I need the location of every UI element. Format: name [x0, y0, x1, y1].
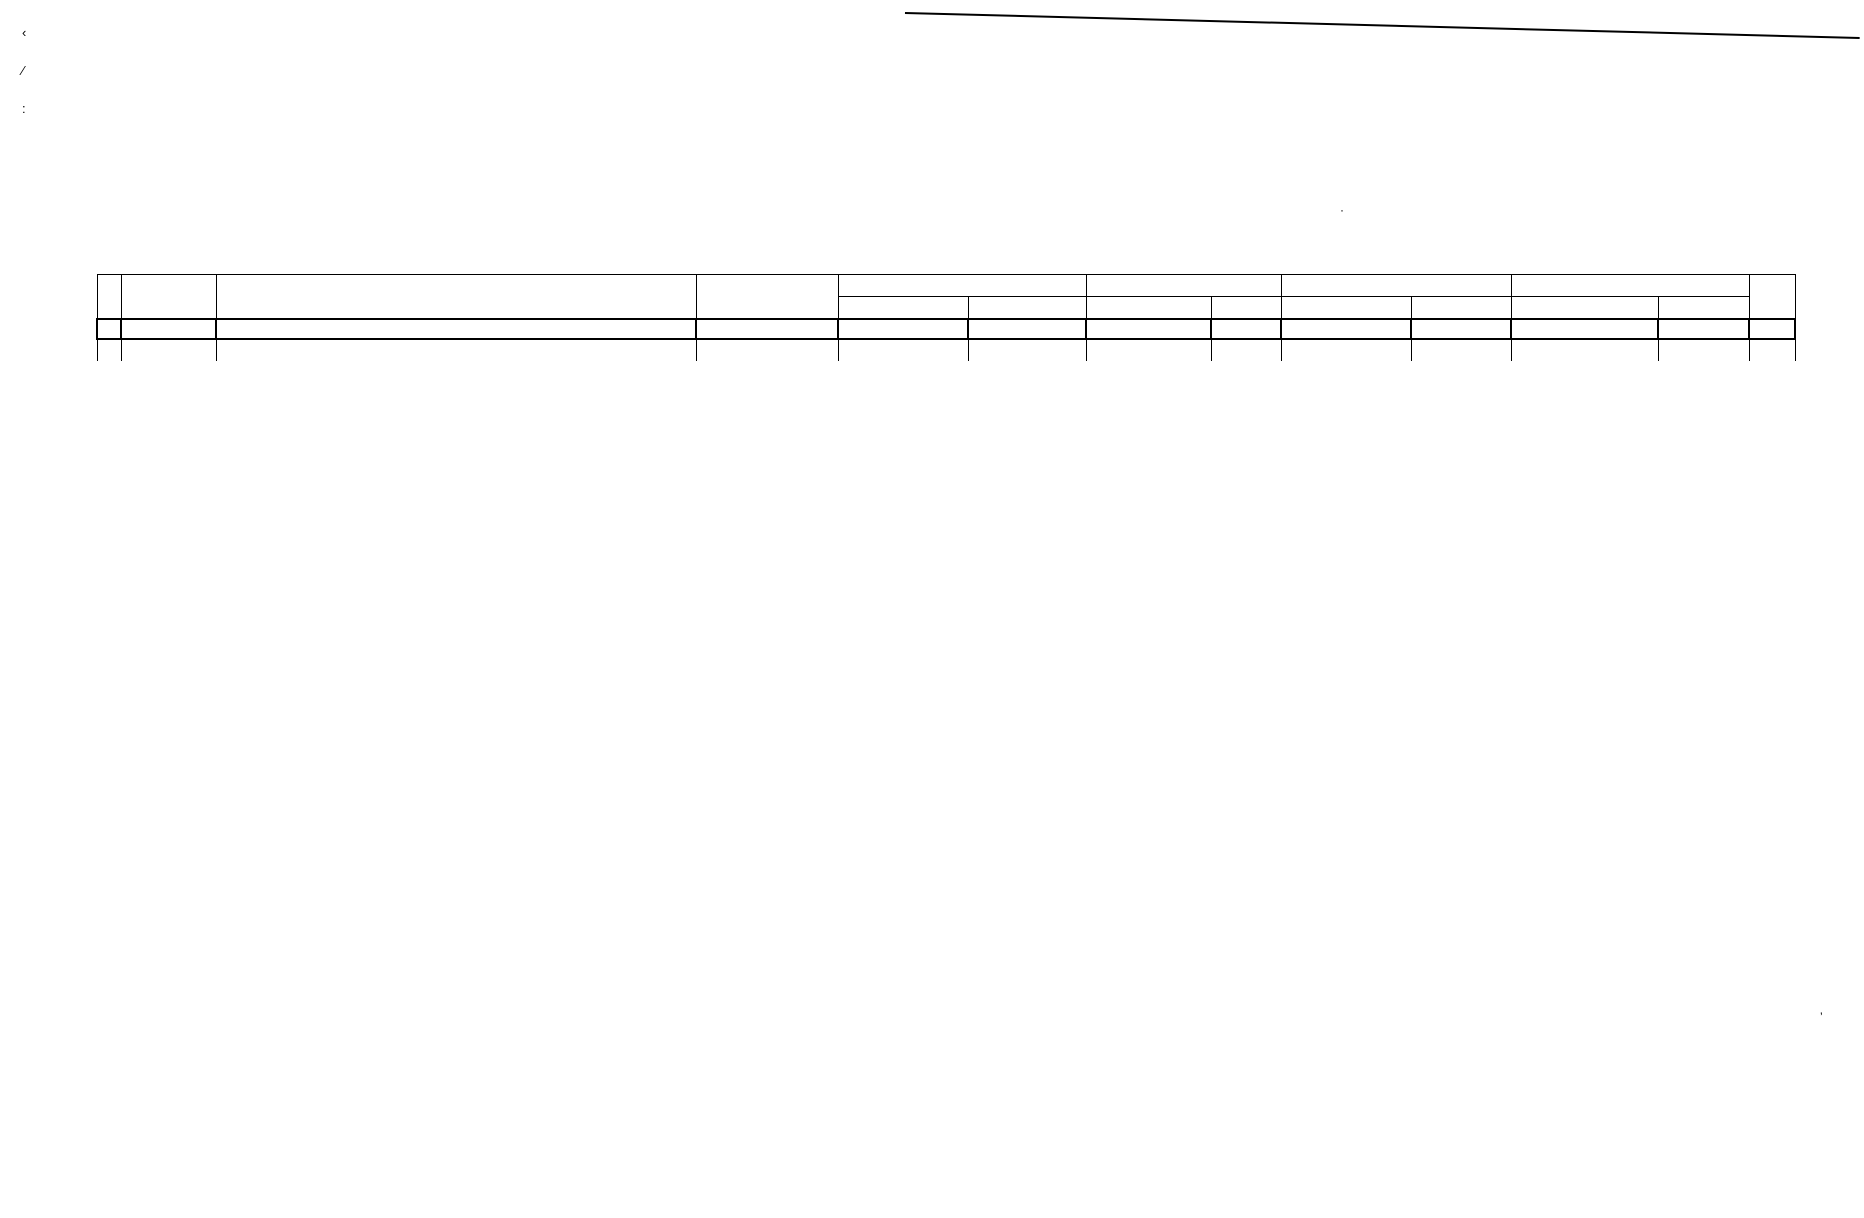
column-number [216, 319, 696, 339]
table-header [97, 275, 1795, 340]
column-number [1086, 319, 1211, 339]
col-pct [1411, 297, 1511, 320]
col-total [838, 297, 968, 320]
row-no [97, 339, 121, 361]
scan-speck: ’ [1820, 1010, 1823, 1024]
row-realisasi-sd-ini [1281, 339, 1411, 361]
budget-realization-table [96, 274, 1796, 361]
col-group-realisasi-lalu [838, 275, 1086, 297]
col-pagu [696, 275, 838, 320]
table-body [97, 339, 1795, 361]
col-total [1511, 297, 1658, 320]
column-number [1281, 319, 1411, 339]
col-ket [1749, 275, 1795, 320]
column-number [1749, 319, 1795, 339]
column-number [97, 319, 121, 339]
col-group-realisasi-sd-ini [1281, 275, 1511, 297]
col-pct [968, 297, 1086, 320]
col-jenis [216, 275, 696, 320]
col-group-sisa-dana [1511, 275, 1749, 297]
row-pct-sisa [1658, 339, 1749, 361]
column-number [968, 319, 1086, 339]
row-pagu [696, 339, 838, 361]
col-total [1281, 297, 1411, 320]
col-total [1086, 297, 1211, 320]
row-realisasi-lalu [838, 339, 968, 361]
col-pct [1211, 297, 1281, 320]
row-jenis [216, 339, 696, 361]
row-sisa-dana [1511, 339, 1658, 361]
column-number [1658, 319, 1749, 339]
row-pct-ini [1211, 339, 1281, 361]
scan-top-line [905, 12, 1860, 39]
column-number [1211, 319, 1281, 339]
row-pct-lalu [968, 339, 1086, 361]
scan-speck: · [1340, 203, 1344, 217]
table-row [97, 339, 1795, 361]
column-number [838, 319, 968, 339]
column-number [121, 319, 216, 339]
row-kode [121, 339, 216, 361]
row-ket [1749, 339, 1795, 361]
row-pct-sd-ini [1411, 339, 1511, 361]
column-number [1511, 319, 1658, 339]
column-number-row [97, 319, 1795, 339]
scan-margin-marks: ‹ ⁄ : [22, 25, 27, 116]
col-kode [121, 275, 216, 320]
column-number [696, 319, 838, 339]
column-number [1411, 319, 1511, 339]
col-pct [1658, 297, 1749, 320]
col-no [97, 275, 121, 320]
col-group-realisasi-ini [1086, 275, 1281, 297]
row-realisasi-ini [1086, 339, 1211, 361]
